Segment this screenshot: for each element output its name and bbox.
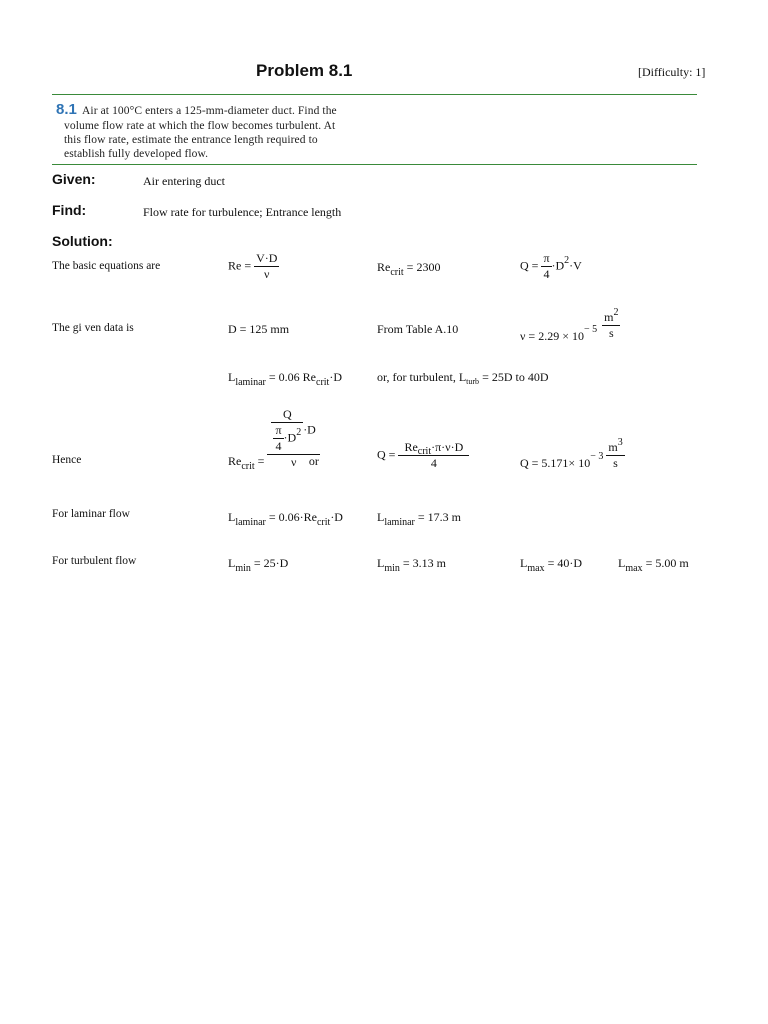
four-symbol: 4 <box>275 439 282 453</box>
crit-subscript: crit <box>316 377 330 388</box>
q-pi: π <box>543 251 550 265</box>
or-connector: or <box>308 454 319 468</box>
turbulent-length-note <box>377 370 549 385</box>
area-d: ·D <box>283 430 297 445</box>
lmin-subscript: min <box>235 563 251 574</box>
hence-crit-subscript: crit <box>241 461 255 472</box>
turb-subscript: turb <box>466 377 480 386</box>
lmin-result-value: = 3.13 m <box>402 556 447 570</box>
reynolds-equation <box>228 251 279 282</box>
find-heading: Find: <box>52 202 87 218</box>
lmax-equation <box>520 556 582 574</box>
l-symbol: L <box>228 370 236 384</box>
lmax-subscript: max <box>527 563 545 574</box>
q-critical-lhs: Q = <box>377 447 396 462</box>
recrit-subscript: crit <box>390 267 404 278</box>
nu-unit-m: m <box>604 310 614 324</box>
lmax-result <box>618 556 689 574</box>
q-critical-denominator: 4 <box>430 456 437 470</box>
recrit-equation <box>377 260 441 278</box>
laminar-l: L <box>228 510 236 524</box>
table-reference: From Table A.10 <box>377 322 459 336</box>
recrit-flow-equation <box>228 407 319 470</box>
basic-equations-label: The basic equations are <box>52 260 161 272</box>
q-result-unit-numerator <box>606 437 624 456</box>
recrit-value: = 2300 <box>406 260 441 274</box>
q-critical-tail: ·π·ν·D <box>431 440 464 454</box>
given-heading: Given: <box>52 171 96 187</box>
turbulent-flow-label: For turbulent flow <box>52 555 137 567</box>
recrit-big-denominator: ν <box>290 455 297 469</box>
q-critical-re: Re <box>404 440 418 454</box>
page-title: Problem 8.1 <box>256 61 353 80</box>
lmin-result <box>377 556 447 574</box>
top-divider <box>52 94 697 95</box>
turbulent-range: = 25D to 40D <box>482 370 549 384</box>
lmin-result-subscript: min <box>384 563 400 574</box>
area-expression <box>271 423 303 454</box>
re-fraction <box>254 251 279 282</box>
q-v: ·V <box>569 258 582 273</box>
find-text: Flow rate for turbulence; Entrance length <box>143 205 342 219</box>
q-result-unit-m: m <box>608 440 618 454</box>
q-result-exponent: − 3 <box>590 451 604 463</box>
lmin-equation <box>228 556 289 574</box>
problem-number: 8.1 <box>56 101 77 118</box>
laminar-length-equation <box>228 510 343 528</box>
given-text: Air entering duct <box>143 174 225 188</box>
lmax-result-value: = 5.00 m <box>645 556 689 570</box>
recrit-big-numerator <box>267 407 319 455</box>
q-d: ·D <box>551 258 565 273</box>
laminar-tail: ·D <box>330 510 343 524</box>
laminar-length-formula <box>228 370 342 388</box>
laminar-length-result <box>377 510 461 528</box>
laminar-eq: = 0.06·Re <box>268 510 317 524</box>
re-lhs: Re = <box>228 258 252 273</box>
nu-unit-s: s <box>608 326 614 340</box>
re-denominator: ν <box>264 267 270 281</box>
q-critical-numerator <box>398 440 469 456</box>
q-result-unit-s: s <box>613 456 618 470</box>
pi-over-four <box>273 423 283 454</box>
hence-equals: = <box>257 454 265 468</box>
bottom-divider <box>52 164 697 165</box>
solution-heading: Solution: <box>52 233 113 249</box>
nu-unit-fraction <box>602 307 620 341</box>
lmax-result-subscript: max <box>625 563 643 574</box>
nu-unit-numerator <box>602 307 620 326</box>
lmax-expression: = 40·D <box>547 556 582 570</box>
q-result-mantissa: Q = 5.171× 10 <box>520 456 591 471</box>
lmin-l: L <box>228 556 236 570</box>
laminar-crit: crit <box>316 517 331 528</box>
q-result-unit <box>606 437 624 471</box>
nu-exponent: − 5 <box>583 324 598 336</box>
q-lhs: Q = <box>520 258 539 273</box>
pi-symbol: π <box>275 423 282 437</box>
q-four: 4 <box>543 267 550 281</box>
q-over-area <box>271 407 303 454</box>
q-symbol: Q <box>271 407 303 423</box>
given-data-label: The gi ven data is <box>52 322 134 334</box>
q-d-exponent: 2 <box>564 255 570 267</box>
area-d-exponent: 2 <box>296 427 302 439</box>
hence-label: Hence <box>52 454 82 466</box>
problem-line-2: volume flow rate at which the flow becomes turbulent. At <box>64 120 336 132</box>
re-numerator: V·D <box>256 251 278 265</box>
lmin-expression: = 25·D <box>253 556 289 570</box>
lmin-result-l: L <box>377 556 385 570</box>
q-result <box>520 437 625 471</box>
q-critical-fraction <box>398 440 469 471</box>
lmax-l: L <box>520 556 528 570</box>
problem-line-4: establish fully developed flow. <box>64 148 209 160</box>
q-fraction <box>541 251 551 282</box>
q-critical-equation <box>377 440 469 471</box>
problem-line-1: Air at 100°C enters a 125-mm-diameter duct. Find the <box>82 105 337 117</box>
numerator-d: ·D <box>303 422 316 437</box>
viscosity-value <box>520 307 620 344</box>
laminar-result-l: L <box>377 510 385 524</box>
diameter-value: D = 125 mm <box>228 322 290 336</box>
laminar-flow-label: For laminar flow <box>52 508 130 520</box>
laminar-result-subscript: laminar <box>384 517 415 528</box>
nu-unit-exponent: 2 <box>613 307 619 318</box>
laminar-result-value: = 17.3 m <box>417 510 461 524</box>
q-critical-crit: crit <box>417 446 432 457</box>
laminar-l-subscript: laminar <box>235 517 266 528</box>
laminar-coefficient: = 0.06 Re <box>268 370 316 384</box>
nu-mantissa: ν = 2.29 × 10 <box>520 329 584 344</box>
turbulent-note-text: or, for turbulent, L <box>377 370 467 384</box>
q-result-unit-exponent: 3 <box>617 437 623 448</box>
recrit-symbol: Re <box>377 260 391 274</box>
lmax-result-l: L <box>618 556 626 570</box>
hence-re: Re <box>228 454 242 468</box>
difficulty-label: [Difficulty: 1] <box>638 65 706 79</box>
laminar-d: ·D <box>329 370 342 384</box>
problem-line-3: this flow rate, estimate the entrance length required to <box>64 134 318 146</box>
l-laminar-subscript: laminar <box>235 377 266 388</box>
flow-rate-equation <box>520 251 582 282</box>
